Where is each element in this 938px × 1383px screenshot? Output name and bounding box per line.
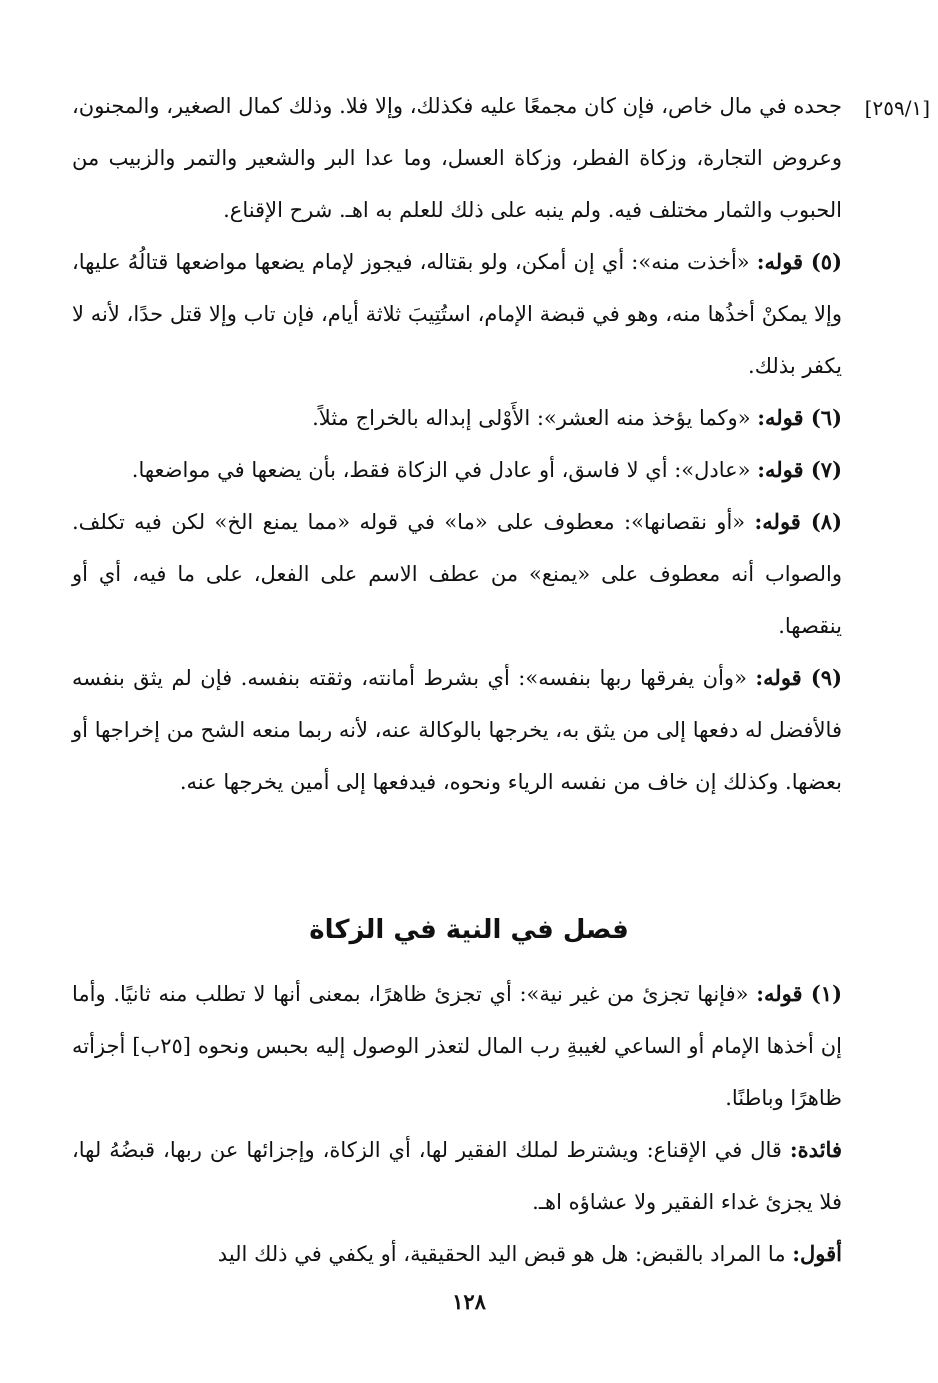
note-label: (٩) قوله: — [755, 665, 842, 690]
note-label: أقول: — [792, 1241, 842, 1266]
paragraph-note-5 — [72, 236, 842, 392]
margin-reference: [٢٥٩/١] — [864, 96, 930, 120]
note-label: فائدة: — [789, 1137, 842, 1162]
paragraph-i-say — [72, 1228, 842, 1280]
paragraph-note-9 — [72, 652, 842, 808]
paragraph-text: جحده في مال خاص، فإن كان مجمعًا عليه فكذلك، وإلا فلا. وذلك كمال الصغير، والمجنون، وعروض التجارة، وزكاة الفطر، وزكاة العسل، وما عدا البر والشعير والتمر والزبيب من الحبوب والثمار مختلف فيه. ولم ينبه على ذلك للعلم به اهـ. شرح الإقناع. — [72, 94, 842, 222]
note-text: قال في الإقناع: ويشترط لملك الفقير لها، أي الزكاة، وإجزائها عن ربها، قبضُهُ لها، فلا يجزئ غداء الفقير ولا عشاؤه اهـ. — [72, 1138, 842, 1214]
paragraph-intro — [72, 80, 842, 236]
paragraph-note-8 — [72, 496, 842, 652]
note-text: «فإنها تجزئ من غير نية»: أي تجزئ ظاهرًا، بمعنى أنها لا تطلب منه ثانيًا. وأما إن أخذها الإمام أو الساعي لغيبةِ رب المال لتعذر الوصول إليه بحبس ونحوه [٢٥ب] أجزأته ظاهرًا وباطنًا. — [72, 982, 842, 1110]
note-label: (٧) قوله: — [757, 457, 842, 482]
paragraph-benefit — [72, 1124, 842, 1228]
note-text: «أو نقصانها»: معطوف على «ما» في قوله «مما يمنع الخ» لكن فيه تكلف. والصواب أنه معطوف على «يمنع» من عطف الاسم على الفعل، على ما فيه، أي أو ينقصها. — [72, 510, 842, 638]
note-text: ما المراد بالقبض: هل هو قبض اليد الحقيقية، أو يكفي في ذلك اليد — [217, 1242, 786, 1266]
section-heading: فصل في النية في الزكاة — [309, 915, 629, 945]
bottom-text-block — [72, 968, 842, 1280]
note-text: «وأن يفرقها ربها بنفسه»: أي بشرط أمانته، وثقته بنفسه. فإن لم يثق بنفسه فالأفضل له دفعها إلى من يثق به، يخرجها بالوكالة عنه، لأنه ربما منعه الشح من إخراجها أو بعضها. وكذلك إن خاف من نفسه الرياء ونحوه، فيدفعها إلى أمين يخرجها عنه. — [72, 666, 842, 794]
note-label: (٦) قوله: — [757, 405, 842, 430]
note-label: (٨) قوله: — [754, 509, 842, 534]
page-number: ١٢٨ — [452, 1289, 486, 1314]
note-text: «عادل»: أي لا فاسق، أو عادل في الزكاة فقط، بأن يضعها في مواضعها. — [131, 458, 751, 482]
paragraph-note-1 — [72, 968, 842, 1124]
top-text-block — [72, 80, 842, 808]
note-text: «وكما يؤخذ منه العشر»: الأَوْلى إبداله بالخراج مثلاً. — [312, 406, 751, 430]
paragraph-note-6 — [72, 392, 842, 444]
note-label: (١) قوله: — [756, 981, 842, 1006]
note-label: (٥) قوله: — [756, 249, 842, 274]
paragraph-note-7 — [72, 444, 842, 496]
note-text: «أخذت منه»: أي إن أمكن، ولو بقتاله، فيجوز لإمام يضعها مواضعها قتالُهُ عليها، وإلا يمكنْ أخذُها منه، وهو في قبضة الإمام، استُتِيبَ ثلاثة أيام، فإن تاب وإلا قتل حدًا، لأنه لا يكفر بذلك. — [72, 250, 843, 378]
